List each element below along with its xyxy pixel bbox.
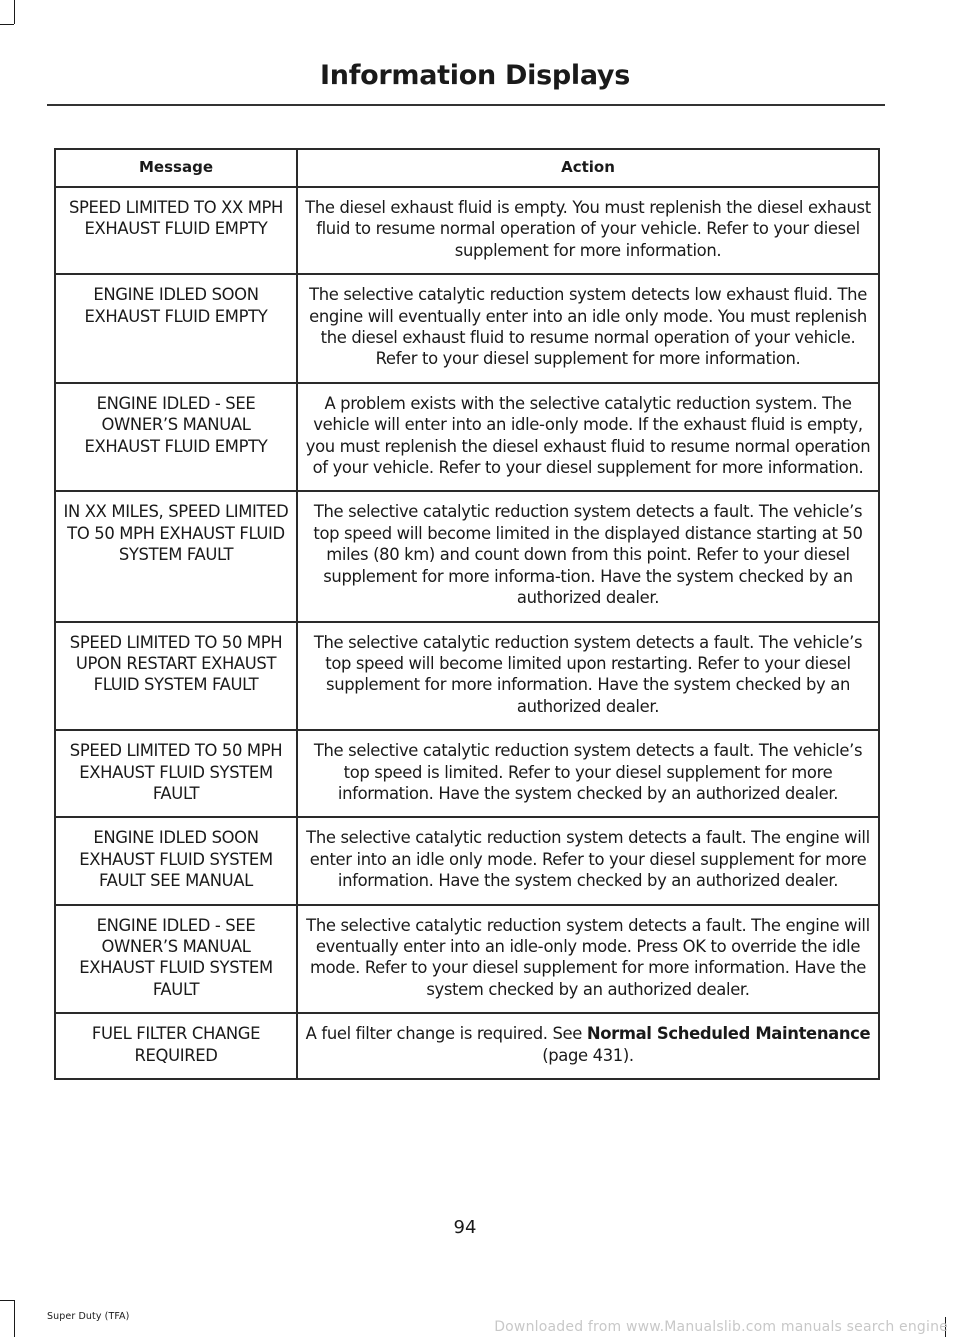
message-cell: ENGINE IDLED SOON EXHAUST FLUID SYSTEM FAULT SEE MANUAL [55, 817, 297, 904]
message-action-table [54, 148, 880, 1080]
message-cell: IN XX MILES, SPEED LIMITED TO 50 MPH EXHAUST FLUID SYSTEM FAULT [55, 491, 297, 621]
table-row [55, 817, 879, 904]
message-cell: SPEED LIMITED TO XX MPH EXHAUST FLUID EMPTY [55, 187, 297, 274]
message-cell: SPEED LIMITED TO 50 MPH UPON RESTART EXHAUST FLUID SYSTEM FAULT [55, 622, 297, 731]
table-header-row [55, 149, 879, 187]
action-cell: The selective catalytic reduction system detects a fault. The vehicle’s top speed will become limited in the displayed distance starting at 50 miles (80 km) and count down from this point. Refer to your diesel supplement for more informa-tion. Have the system checked by an authorized dealer. [297, 491, 879, 621]
message-cell: ENGINE IDLED SOON EXHAUST FLUID EMPTY [55, 274, 297, 383]
cross-reference-link[interactable]: Normal Scheduled Maintenance [586, 1024, 871, 1044]
crop-mark-bottom-left-vertical [14, 1300, 15, 1337]
message-cell: FUEL FILTER CHANGE REQUIRED [55, 1013, 297, 1079]
message-cell: SPEED LIMITED TO 50 MPH EXHAUST FLUID SYSTEM FAULT [55, 730, 297, 817]
action-cell [297, 1013, 879, 1079]
crop-mark-bottom-left-horizontal [0, 1300, 14, 1301]
table-row [55, 622, 879, 731]
header-divider [47, 104, 885, 106]
action-cell: A problem exists with the selective catalytic reduction system. The vehicle will enter into an idle-only mode. If the exhaust fluid is empty, you must replenish the diesel exhaust fluid to resume normal operation of your vehicle. Refer to your diesel supplement for more information. [297, 383, 879, 492]
message-cell: ENGINE IDLED - SEE OWNER’S MANUAL EXHAUST FLUID EMPTY [55, 383, 297, 492]
action-cell: The selective catalytic reduction system detects a fault. The engine will eventually enter into an idle-only mode. Press OK to override the idle mode. Refer to your diesel supplement for more information. Have the system checked by an authorized dealer. [297, 905, 879, 1014]
table-row [55, 730, 879, 817]
action-text-suffix: (page 431). [542, 1045, 634, 1065]
action-text-prefix: A fuel filter change is required. See [305, 1024, 587, 1044]
table-row [55, 274, 879, 383]
vehicle-model-label: Super Duty (TFA) [47, 1311, 130, 1322]
message-cell: ENGINE IDLED - SEE OWNER’S MANUAL EXHAUST FLUID SYSTEM FAULT [55, 905, 297, 1014]
table-row [55, 383, 879, 492]
action-cell: The selective catalytic reduction system detects low exhaust fluid. The engine will eventually enter into an idle only mode. You must replenish the diesel exhaust fluid to resume normal operation of your vehicle. Refer to your diesel supplement for more information. [297, 274, 879, 383]
column-header-message: Message [55, 149, 297, 187]
table-row [55, 1013, 879, 1079]
page-number: 94 [453, 1217, 477, 1238]
page-title: Information Displays [320, 60, 630, 91]
action-cell: The diesel exhaust fluid is empty. You must replenish the diesel exhaust fluid to resume normal operation of your vehicle. Refer to your diesel supplement for more information. [297, 187, 879, 274]
table-row [55, 187, 879, 274]
watermark: Downloaded from www.Manualslib.com manuals search engine [494, 1319, 948, 1335]
crop-mark-top-left-vertical [14, 0, 15, 24]
crop-mark-top-left-horizontal [0, 24, 14, 25]
action-cell: The selective catalytic reduction system detects a fault. The vehicle’s top speed is limited. Refer to your diesel supplement for more information. Have the system checked by an authorized dealer. [297, 730, 879, 817]
column-header-action: Action [297, 149, 879, 187]
action-cell: The selective catalytic reduction system detects a fault. The engine will enter into an idle only mode. Refer to your diesel supplement for more information. Have the system checked by an authorized dealer. [297, 817, 879, 904]
table-row [55, 491, 879, 621]
table-row [55, 905, 879, 1014]
action-cell: The selective catalytic reduction system detects a fault. The vehicle’s top speed will become limited upon restarting. Refer to your diesel supplement for more information. Have the system checked by an authorized dealer. [297, 622, 879, 731]
